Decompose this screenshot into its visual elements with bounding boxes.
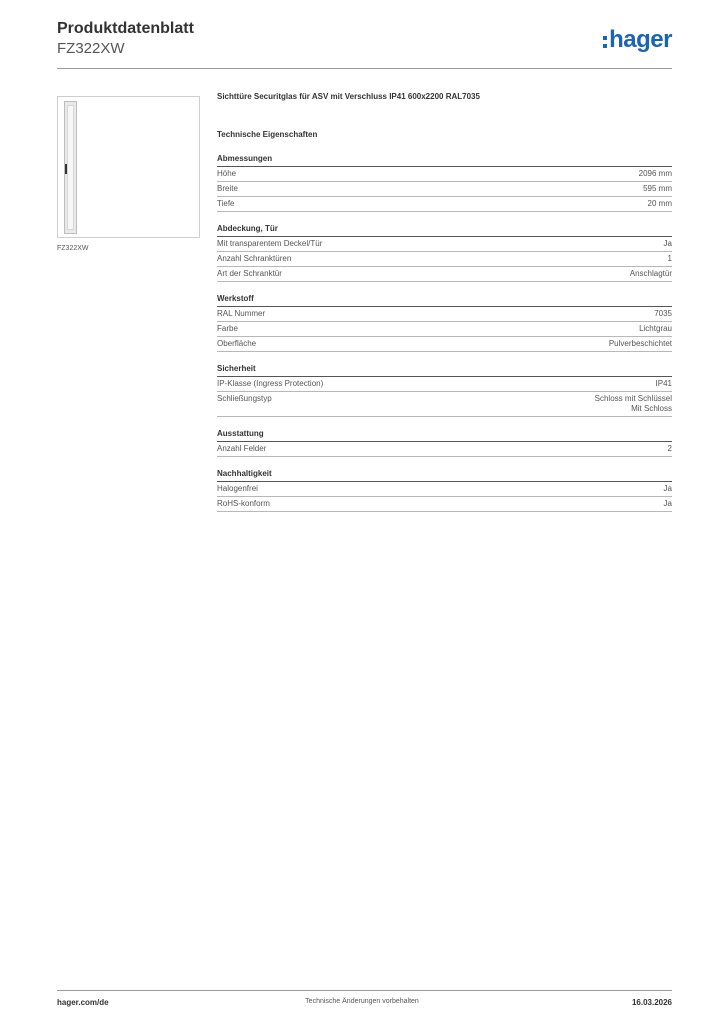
- property-value: Ja: [663, 484, 672, 493]
- property-row: [217, 497, 672, 512]
- property-row: [217, 377, 672, 392]
- property-row: [217, 442, 672, 457]
- property-row: [217, 482, 672, 497]
- property-row: [217, 267, 672, 282]
- property-value: Pulverbeschichtet: [608, 339, 672, 348]
- property-value: Anschlagtür: [629, 269, 672, 278]
- property-value: Schloss mit Schlüssel: [594, 394, 672, 403]
- page-title: Produktdatenblatt: [57, 20, 194, 37]
- property-label: RoHS-konform: [217, 499, 270, 508]
- property-value: 2096 mm: [638, 169, 672, 178]
- section-abdeckung-tuer: [217, 224, 672, 282]
- property-label: Mit transparentem Deckel/Tür: [217, 239, 323, 248]
- property-value: IP41: [655, 379, 672, 388]
- section-title: Werkstoff: [217, 294, 672, 307]
- section-title: Abmessungen: [217, 154, 672, 167]
- section-ausstattung: [217, 429, 672, 457]
- logo-colon-icon: [603, 36, 607, 48]
- footer-website: hager.com/de: [57, 998, 109, 1007]
- property-label: Anzahl Felder: [217, 444, 267, 453]
- property-row: [217, 237, 672, 252]
- section-werkstoff: [217, 294, 672, 352]
- section-nachhaltigkeit: [217, 469, 672, 512]
- property-value: 20 mm: [647, 199, 672, 208]
- property-label: Breite: [217, 184, 238, 193]
- property-row: [217, 182, 672, 197]
- logo-text: hager: [609, 26, 672, 53]
- property-label: Farbe: [217, 324, 238, 333]
- property-value: Ja: [663, 499, 672, 508]
- property-row: [217, 167, 672, 182]
- property-label: Oberfläche: [217, 339, 257, 348]
- footer-notice: Technische Änderungen vorbehalten: [305, 998, 419, 1005]
- property-row: [217, 322, 672, 337]
- section-title: Ausstattung: [217, 429, 672, 442]
- product-details: [217, 92, 672, 512]
- section-title: Sicherheit: [217, 364, 672, 377]
- property-value: Lichtgrau: [639, 324, 672, 333]
- product-code: FZ322XW: [57, 40, 125, 57]
- property-value: 595 mm: [643, 184, 672, 193]
- footer-date: 16.03.2026: [631, 998, 672, 1007]
- property-value: 7035: [654, 309, 672, 318]
- hager-logo: [603, 28, 672, 52]
- property-row: [217, 252, 672, 267]
- footer-divider: [57, 990, 672, 991]
- property-label: Art der Schranktür: [217, 269, 282, 278]
- property-label: Höhe: [217, 169, 237, 178]
- properties-heading: Technische Eigenschaften: [217, 130, 318, 139]
- property-value-multiline: [595, 394, 672, 414]
- page-header: [57, 20, 672, 68]
- property-label: Tiefe: [217, 199, 235, 208]
- property-value: Ja: [663, 239, 672, 248]
- property-row: [217, 307, 672, 322]
- header-divider: [57, 68, 672, 69]
- property-row: [217, 392, 672, 417]
- property-label: Halogenfrei: [217, 484, 258, 493]
- section-title: Nachhaltigkeit: [217, 469, 672, 482]
- product-image-caption: FZ322XW: [57, 245, 89, 252]
- property-value: 2: [667, 444, 672, 453]
- section-abmessungen: [217, 154, 672, 212]
- property-label: RAL Nummer: [217, 309, 266, 318]
- product-image: [57, 96, 200, 238]
- property-value: 1: [667, 254, 672, 263]
- property-label: IP-Klasse (Ingress Protection): [217, 379, 324, 388]
- section-sicherheit: [217, 364, 672, 417]
- property-row: [217, 197, 672, 212]
- section-title: Abdeckung, Tür: [217, 224, 672, 237]
- property-label: Schließungstyp: [217, 394, 272, 403]
- property-value-secondary: Mit Schloss: [631, 404, 672, 413]
- glass-door-icon: [64, 101, 77, 234]
- property-row: [217, 337, 672, 352]
- door-handle-icon: [65, 164, 67, 174]
- product-title: Sichttüre Securitglas für ASV mit Verschluss IP41 600x2200 RAL7035: [217, 92, 480, 101]
- property-label: Anzahl Schranktüren: [217, 254, 292, 263]
